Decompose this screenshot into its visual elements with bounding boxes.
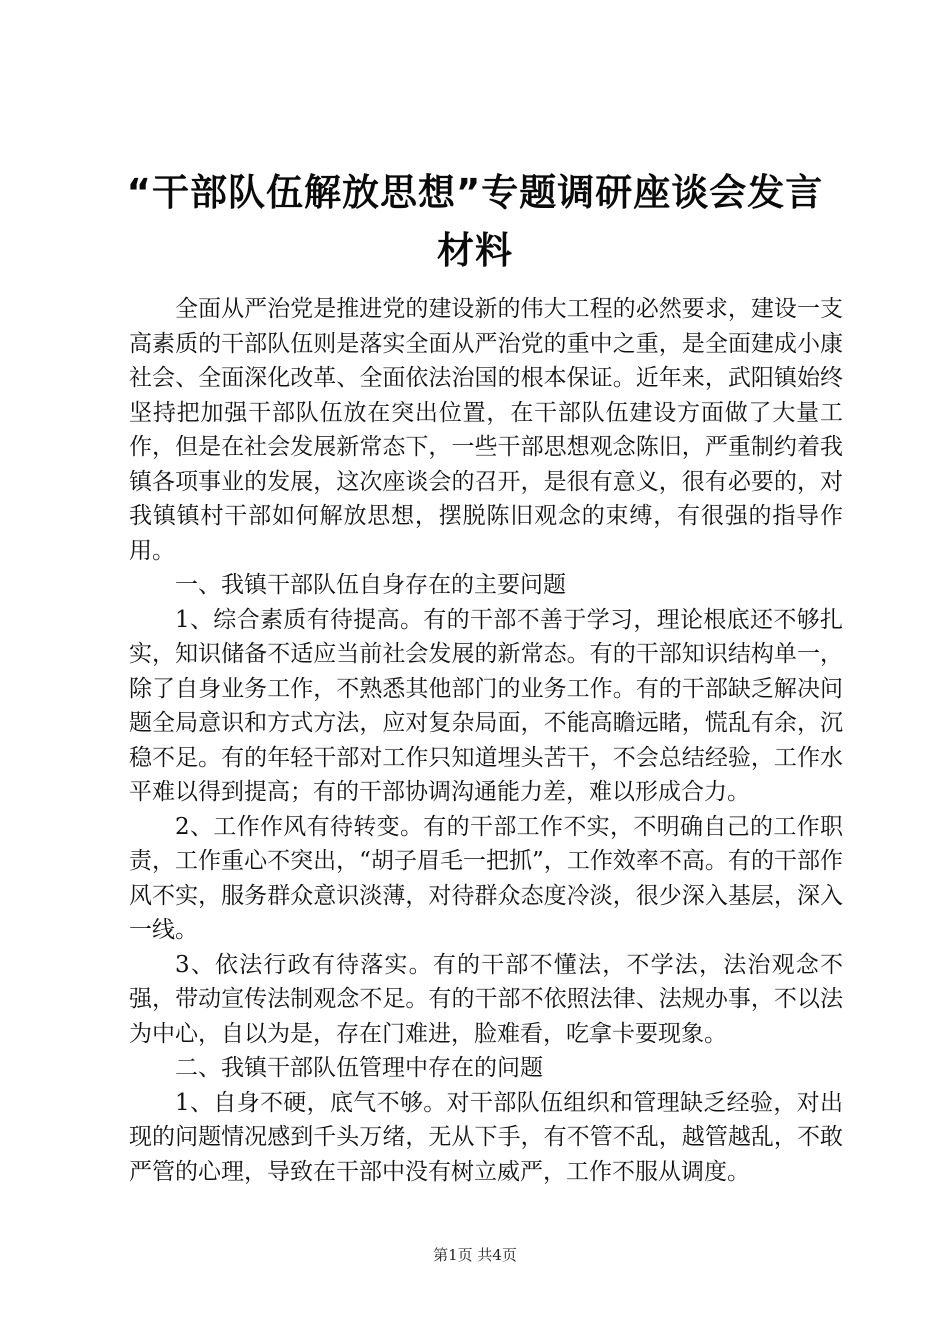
paragraph-item: 2、工作作风有待转变。有的干部工作不实，不明确自己的工作职责，工作重心不突出，“胡子眉毛一把抓”，工作效率不高。有的干部作风不实，服务群众意识淡薄，对待群众态度冷淡，很少深入基层，深入一线。	[129, 813, 843, 943]
section-heading-1: 一、我镇干部队伍自身存在的主要问题	[175, 572, 566, 598]
section-heading-2: 二、我镇干部队伍管理中存在的问题	[175, 1055, 543, 1081]
document-body	[129, 292, 843, 1189]
document-title: “干部队伍解放思想”专题调研座谈会发言材料	[126, 171, 824, 272]
paragraph-intro: 全面从严治党是推进党的建设新的伟大工程的必然要求，建设一支高素质的干部队伍则是落实全面从严治党的重中之重，是全面建成小康社会、全面深化改革、全面依法治国的根本保证。近年来，武阳镇始终坚持把加强干部队伍放在突出位置，在干部队伍建设方面做了大量工作，但是在社会发展新常态下，一些干部思想观念陈旧，严重制约着我镇各项事业的发展，这次座谈会的召开，是很有意义，很有必要的，对我镇镇村干部如何解放思想，摆脱陈旧观念的束缚，有很强的指导作用。	[129, 296, 843, 564]
paragraph-item: 1、自身不硬，底气不够。对干部队伍组织和管理缺乏经验，对出现的问题情况感到千头万绪，无从下手，有不管不乱，越管越乱，不敢严管的心理，导致在干部中没有树立威严，工作不服从调度。	[129, 1089, 843, 1185]
paragraph-item: 1、综合素质有待提高。有的干部不善于学习，理论根底还不够扎实，知识储备不适应当前社会发展的新常态。有的干部知识结构单一，除了自身业务工作，不熟悉其他部门的业务工作。有的干部缺乏解决问题全局意识和方式方法，应对复杂局面，不能高瞻远睹，慌乱有余，沉稳不足。有的年轻干部对工作只知道埋头苦干，不会总结经验，工作水平难以得到提高；有的干部协调沟通能力差，难以形成合力。	[129, 606, 843, 805]
page-number-footer: 第1页 共4页	[433, 1246, 517, 1264]
paragraph-item: 3、依法行政有待落实。有的干部不懂法，不学法，法治观念不强，带动宣传法制观念不足。有的干部不依照法律、法规办事，不以法为中心，自以为是，存在门难进，脸难看，吃拿卡要现象。	[129, 951, 843, 1047]
